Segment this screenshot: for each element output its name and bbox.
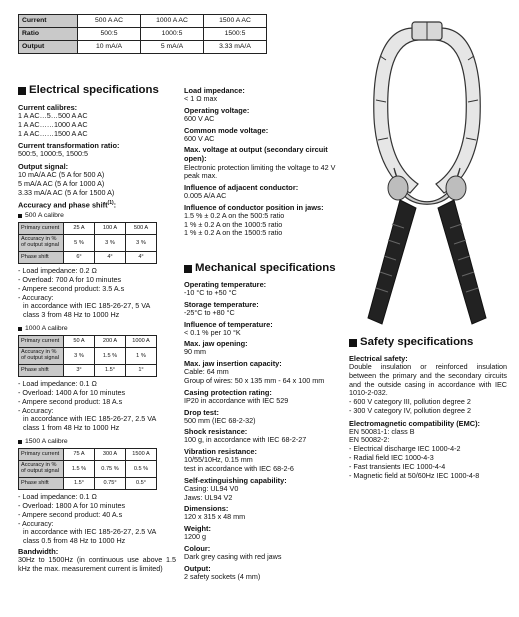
position-line: 1.5 % ± 0.2 A on the 500:5 ratio bbox=[184, 210, 285, 220]
table-cell: 500 A AC bbox=[78, 15, 141, 28]
mechanical-label: Casing protection rating: bbox=[184, 387, 272, 397]
mechanical-label: Vibration resistance: bbox=[184, 447, 257, 457]
mechanical-label: Colour: bbox=[184, 544, 211, 553]
mechanical-value: Group of wires: 50 x 135 mm - 64 x 100 mm bbox=[184, 375, 325, 385]
calibre-line: 1 A AC…5…500 A AC bbox=[18, 110, 88, 120]
table-row: Primary current 75 A 300 A 1500 A bbox=[19, 449, 157, 461]
mechanical-value: 90 mm bbox=[184, 347, 206, 357]
table-row: Phase shift 3° 1.5° 1° bbox=[19, 365, 157, 377]
calibre-500-notes: - Load impedance: 0.2 Ω - Overload: 700 A for 10 minutes - Ampere second product: 3.5 A.s - Accuracy: in accordance with IEC 185-26-27, 5 VA class 3 from 48 Hz to 1000 Hz bbox=[18, 266, 151, 320]
mechanical-value: Cable: 64 mm bbox=[184, 367, 229, 377]
table-cell: Ratio bbox=[19, 28, 78, 41]
current-clamp-illustration bbox=[352, 8, 502, 330]
table-cell: 1500:5 bbox=[204, 28, 267, 41]
electrical-safety-label: Electrical safety: bbox=[349, 353, 408, 363]
output-line: 10 mA/A AC (5 A for 500 A) bbox=[18, 170, 105, 180]
mechanical-value: Casing: UL94 V0 bbox=[184, 483, 239, 493]
table-row: Accuracy in % of output signal 3 % 1.5 % 1 % bbox=[19, 348, 157, 365]
square-bullet-icon bbox=[18, 440, 22, 444]
calibre-1000-title: 1000 A calibre bbox=[18, 325, 176, 333]
electrical-section bbox=[18, 84, 176, 573]
emc-line: - Magnetic field at 50/60Hz IEC 1000-4-8 bbox=[349, 470, 480, 480]
mechanical-list bbox=[184, 280, 344, 582]
emc-label: Electromagnetic compatibility (EMC): bbox=[349, 418, 480, 428]
mechanical-value: -10 °C to +50 °C bbox=[184, 287, 237, 297]
calibre-500-title: 500 A calibre bbox=[18, 212, 176, 220]
common-mode-label: Common mode voltage: bbox=[184, 125, 269, 135]
mechanical-label: Weight: bbox=[184, 524, 211, 534]
ratio-value: 500:5, 1000:5, 1500:5 bbox=[18, 149, 88, 159]
mechanical-label: Self-extinguishing capability: bbox=[184, 475, 287, 485]
calibre-1500-notes: - Load impedance: 0.1 Ω - Overload: 1800 A for 10 minutes - Ampere second product: 40 A.s - Accuracy: in accordance with IEC 185-26-27, 2.5 VA class 0.5 from 48 Hz to 1000 Hz bbox=[18, 492, 157, 546]
bandwidth-text: 30Hz to 1500Hz (in continuous use above 1.5 kHz the max. measurement current is limited) bbox=[18, 554, 176, 573]
mechanical-label: Max. jaw insertion capacity: bbox=[184, 359, 282, 369]
output-line: 3.33 mA/A AC (5 A for 1500 A) bbox=[18, 187, 115, 197]
table-cell: Current bbox=[19, 15, 78, 28]
emc-line: EN 50081-1: class B bbox=[349, 426, 415, 436]
bandwidth-label: Bandwidth: bbox=[18, 546, 59, 556]
square-bullet-icon bbox=[18, 327, 22, 331]
position-line: 1 % ± 0.2 A on the 1500:5 ratio bbox=[184, 228, 283, 238]
mechanical-label: Dimensions: bbox=[184, 504, 229, 514]
mechanical-label: Influence of temperature: bbox=[184, 319, 273, 329]
current-calibres-label: Current calibres: bbox=[18, 102, 78, 112]
table-row bbox=[19, 15, 267, 28]
output-line: 5 mA/A AC (5 A for 1000 A) bbox=[18, 178, 105, 188]
load-impedance-value: < 1 Ω max bbox=[184, 94, 218, 104]
emc-line: EN 50082-2: bbox=[349, 435, 390, 445]
operating-voltage-value: 600 V AC bbox=[184, 113, 215, 123]
emc-line: - Fast transients IEC 1000-4-4 bbox=[349, 461, 446, 471]
mechanical-section bbox=[184, 262, 344, 582]
table-cell: 5 mA/A bbox=[141, 41, 204, 54]
table-row: Phase shift 1.5° 0.75° 0.5° bbox=[19, 478, 157, 490]
mechanical-value: 2 safety sockets (4 mm) bbox=[184, 571, 261, 581]
table-cell: 10 mA/A bbox=[78, 41, 141, 54]
safety-section bbox=[349, 336, 507, 480]
emc-line: - Radial field IEC 1000-4-3 bbox=[349, 453, 434, 462]
table-cell: 3.33 mA/A bbox=[204, 41, 267, 54]
mechanical-label: Output: bbox=[184, 563, 211, 573]
ratio-label: Current transformation ratio: bbox=[18, 141, 120, 151]
mechanical-value: 10/55/10Hz, 0.15 mm bbox=[184, 455, 253, 465]
table-cell: 1500 A AC bbox=[204, 15, 267, 28]
mechanical-value: -25°C to +80 °C bbox=[184, 307, 235, 317]
emc-line: - Electrical discharge IEC 1000-4-2 bbox=[349, 444, 461, 454]
calibre-1000-notes: - Load impedance: 0.1 Ω - Overload: 1400 A for 10 minutes - Ampere second product: 18 A.s - Accuracy: in accordance with IEC 185-26-27, 2.5 VA class 1 from 48 Hz to 1000 Hz bbox=[18, 379, 157, 433]
table-cell: 1000:5 bbox=[141, 28, 204, 41]
safety-line: - 300 V category IV, pollution degree 2 bbox=[349, 405, 472, 415]
mechanical-value: 500 mm (IEC 68-2-32) bbox=[184, 415, 256, 425]
calibre-1500-title: 1500 A calibre bbox=[18, 438, 176, 446]
mechanical-value: Dark grey casing with red jaws bbox=[184, 552, 282, 562]
table-row bbox=[19, 41, 267, 54]
mechanical-value: IP20 in accordance with IEC 529 bbox=[184, 395, 289, 405]
square-bullet-icon bbox=[184, 265, 192, 273]
max-voltage-value: Electronic protection limiting the voltage to 42 V peak max. bbox=[184, 162, 336, 181]
load-impedance-label: Load impedance: bbox=[184, 86, 245, 95]
mechanical-heading: Mechanical specifications bbox=[184, 262, 344, 276]
square-bullet-icon bbox=[18, 214, 22, 218]
table-row bbox=[19, 28, 267, 41]
square-bullet-icon bbox=[18, 87, 26, 95]
conductor-position-label: Influence of conductor position in jaws: bbox=[184, 202, 324, 212]
ratio-table bbox=[18, 14, 267, 54]
common-mode-value: 600 V AC bbox=[184, 133, 215, 143]
table-row: Primary current 25 A 100 A 500 A bbox=[19, 223, 157, 235]
mechanical-value: 100 g, in accordance with IEC 68-2-27 bbox=[184, 435, 307, 445]
mechanical-label: Operating temperature: bbox=[184, 279, 267, 289]
adjacent-conductor-value: 0.005 A/A AC bbox=[184, 191, 227, 201]
output-signal-label: Output signal: bbox=[18, 162, 69, 172]
position-line: 1 % ± 0.2 A on the 1000:5 ratio bbox=[184, 219, 283, 229]
table-row: Accuracy in % of output signal 1.5 % 0.75 % 0.5 % bbox=[19, 461, 157, 478]
table-row: Primary current 50 A 200 A 1000 A bbox=[19, 336, 157, 348]
table-row: Accuracy in % of output signal 5 % 3 % 3 % bbox=[19, 235, 157, 252]
electrical-continued bbox=[184, 86, 344, 238]
table-row: Phase shift 6° 4° 4° bbox=[19, 252, 157, 264]
mechanical-value: < 0.1 % per 10 °K bbox=[184, 327, 241, 337]
mechanical-label: Max. jaw opening: bbox=[184, 339, 248, 349]
operating-voltage-label: Operating voltage: bbox=[184, 105, 250, 115]
calibre-line: 1 A AC……1000 A AC bbox=[18, 119, 88, 129]
safety-heading: Safety specifications bbox=[349, 336, 507, 350]
mechanical-value: 120 x 315 x 48 mm bbox=[184, 512, 246, 522]
table-cell: 500:5 bbox=[78, 28, 141, 41]
mechanical-value: Jaws: UL94 V2 bbox=[184, 492, 233, 502]
mechanical-value: 1200 g bbox=[184, 532, 206, 542]
calibre-line: 1 A AC……1500 A AC bbox=[18, 128, 88, 138]
accuracy-table-500 bbox=[18, 222, 157, 264]
adjacent-conductor-label: Influence of adjacent conductor: bbox=[184, 183, 299, 193]
safety-line: - 600 V category III, pollution degree 2 bbox=[349, 397, 471, 407]
mechanical-label: Drop test: bbox=[184, 407, 219, 417]
accuracy-label: Accuracy and phase shift$^{(1)}$: bbox=[18, 200, 117, 210]
accuracy-table-1500 bbox=[18, 448, 157, 490]
accuracy-table-1000 bbox=[18, 335, 157, 377]
table-cell: 1000 A AC bbox=[141, 15, 204, 28]
mechanical-value: test in accordance with IEC 68-2-6 bbox=[184, 464, 294, 473]
square-bullet-icon bbox=[349, 339, 357, 347]
electrical-safety-text: Double insulation or reinforced insulation between the primary and the secondary circuits and the outside casing in accordance with IEC 1010-2-032. bbox=[349, 361, 507, 398]
table-cell: Output bbox=[19, 41, 78, 54]
mechanical-label: Shock resistance: bbox=[184, 427, 248, 437]
electrical-heading: Electrical specifications bbox=[18, 84, 176, 98]
mechanical-label: Storage temperature: bbox=[184, 299, 259, 309]
max-voltage-label: Max. voltage at output (secondary circuit open): bbox=[184, 145, 328, 164]
